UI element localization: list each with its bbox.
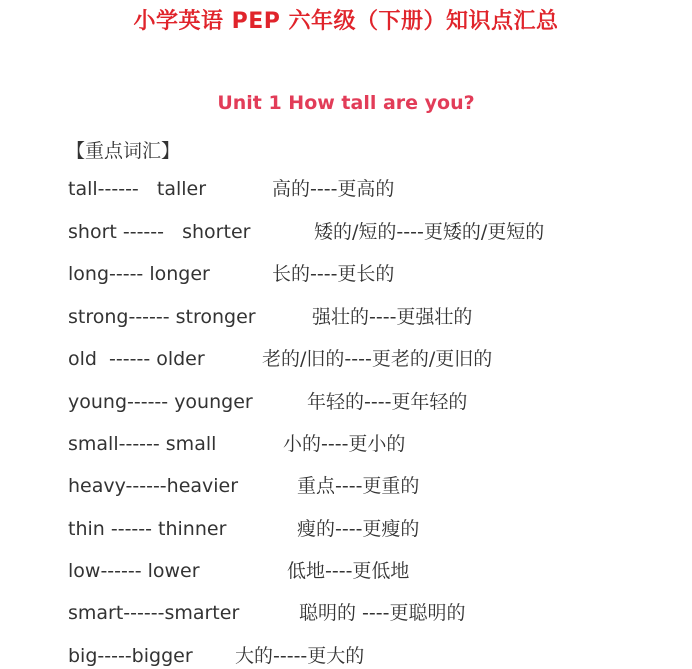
vocab-english: young------ younger — [68, 391, 253, 413]
vocab-chinese: 老的/旧的----更老的/更旧的 — [262, 348, 493, 370]
vocab-chinese: 长的----更长的 — [272, 263, 395, 285]
vocab-english: long----- longer — [68, 263, 210, 285]
vocab-chinese: 小的----更小的 — [283, 433, 406, 455]
vocab-chinese: 矮的/短的----更矮的/更短的 — [314, 221, 545, 243]
vocab-chinese: 重点----更重的 — [297, 475, 420, 497]
vocab-english: heavy------heavier — [68, 475, 239, 497]
document-title: 小学英语 PEP 六年级（下册）知识点汇总 — [133, 9, 559, 34]
vocab-english: big-----bigger — [68, 645, 193, 667]
vocab-chinese: 聪明的 ----更聪明的 — [299, 602, 466, 624]
vocab-english: low------ lower — [68, 560, 200, 582]
vocab-chinese: 大的-----更大的 — [235, 645, 365, 667]
vocab-english: thin ------ thinner — [68, 518, 227, 540]
vocab-chinese: 低地----更低地 — [287, 560, 410, 582]
vocab-chinese: 瘦的----更瘦的 — [297, 518, 420, 540]
vocab-chinese: 年轻的----更年轻的 — [307, 391, 468, 413]
vocab-english: smart------smarter — [68, 602, 240, 624]
vocab-english: small------ small — [68, 433, 217, 455]
vocab-chinese: 高的----更高的 — [272, 178, 395, 200]
vocab-chinese: 强壮的----更强壮的 — [312, 306, 473, 328]
unit-heading: Unit 1 How tall are you? — [217, 92, 475, 114]
vocab-english: short ------ shorter — [68, 221, 251, 243]
vocab-english: old ------ older — [68, 348, 205, 370]
section-label: 【重点词汇】 — [66, 140, 181, 162]
vocab-english: strong------ stronger — [68, 306, 256, 328]
vocab-english: tall------ taller — [68, 178, 207, 200]
